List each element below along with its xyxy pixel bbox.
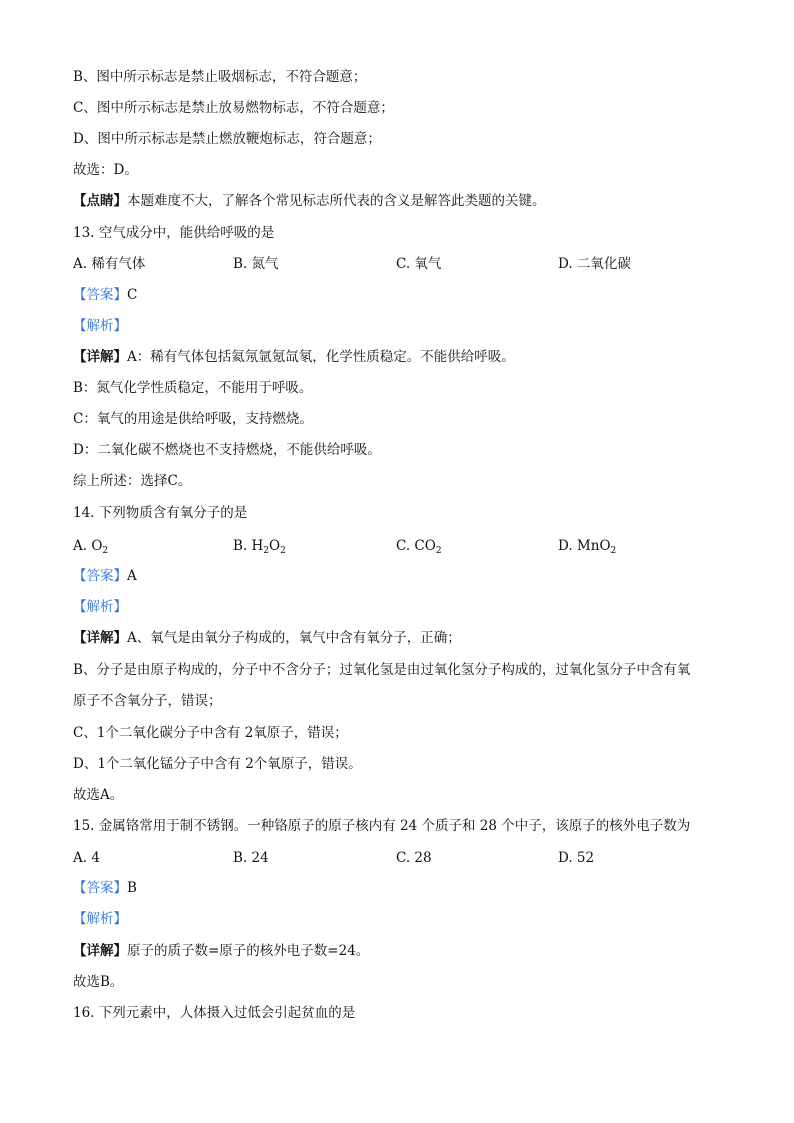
question-16-stem: 16. 下列元素中，人体摄入过低会引起贫血的是 <box>73 1005 356 1021</box>
q15-option-a: A. 4 <box>73 850 100 866</box>
q13-option-b: B. 氮气 <box>233 256 279 272</box>
q13-detail-line: C：氧气的用途是供给呼吸，支持燃烧。 <box>73 411 313 427</box>
detail-tag: 【详解】 <box>73 943 127 959</box>
conclusion-line: 故选：D。 <box>73 162 138 178</box>
answer-value: A <box>127 568 137 584</box>
q14-detail-line: C、1个二氧化碳分子中含有 2氧原子，错误； <box>73 725 348 741</box>
explanation-line: C、图中所示标志是禁止放易燃物标志，不符合题意； <box>73 100 394 116</box>
q14-detail-line <box>73 629 461 647</box>
detail-text: A：稀有气体包括氦氖氩氪氙氡，化学性质稳定。不能供给呼吸。 <box>127 349 515 365</box>
analysis-tag: 【解析】 <box>73 911 127 927</box>
q13-detail-line: B：氮气化学性质稳定，不能用于呼吸。 <box>73 380 313 396</box>
answer-tag: 【答案】 <box>73 568 127 584</box>
q15-answer-line <box>73 879 137 897</box>
analysis-tag: 【解析】 <box>73 318 127 334</box>
q13-answer-line <box>73 286 137 304</box>
q14-option-b: B. $H_2O_2$ <box>233 538 286 556</box>
detail-tag: 【详解】 <box>73 349 127 365</box>
comment-text: 本题难度不大，了解各个常见标志所代表的含义是解答此类题的关键。 <box>127 193 546 209</box>
answer-tag: 【答案】 <box>73 880 127 896</box>
q15-option-c: C. 28 <box>396 850 432 866</box>
analysis-tag: 【解析】 <box>73 599 127 615</box>
question-14-stem: 14. 下列物质含有氧分子的是 <box>73 505 248 521</box>
q14-option-a: A. $O_2$ <box>73 538 109 556</box>
q15-conclusion: 故选B。 <box>73 974 124 990</box>
answer-value: C <box>127 287 138 303</box>
q13-option-c: C. 氧气 <box>396 256 442 272</box>
detail-tag: 【详解】 <box>73 630 127 646</box>
answer-value: B <box>127 880 137 896</box>
question-13-stem: 13. 空气成分中，能供给呼吸的是 <box>73 225 275 241</box>
question-15-stem: 15. 金属铬常用于制不锈钢。一种铬原子的原子核内有 24 个质子和 28 个中子，该原子的核外电子数为 <box>73 818 691 834</box>
q13-option-d: D. 二氧化碳 <box>558 256 631 272</box>
q14-answer-line <box>73 567 137 585</box>
comment-line <box>73 192 546 210</box>
q14-option-d: D. MnO$_2$ <box>558 538 617 556</box>
q13-conclusion: 综上所述：选择C。 <box>73 473 192 489</box>
explanation-line: D、图中所示标志是禁止燃放鞭炮标志，符合题意； <box>73 131 381 147</box>
answer-tag: 【答案】 <box>73 287 127 303</box>
q13-detail-line <box>73 348 515 366</box>
comment-tag: 【点睛】 <box>73 193 127 209</box>
q14-detail-line: B、分子是由原子构成的，分子中不含分子；过氧化氢是由过氧化氢分子构成的，过氧化氢分子中含有氧 <box>73 662 691 678</box>
q15-option-b: B. 24 <box>233 850 269 866</box>
q14-conclusion: 故选A。 <box>73 787 124 803</box>
detail-text: 原子的质子数=原子的核外电子数=24。 <box>127 943 370 959</box>
q13-detail-line: D：二氧化碳不燃烧也不支持燃烧，不能供给呼吸。 <box>73 442 381 458</box>
detail-text: A、氧气是由氧分子构成的，氧气中含有氧分子，正确； <box>127 630 461 646</box>
q14-detail-line: 原子不含氧分子，错误； <box>73 693 222 709</box>
q14-detail-line: D、1个二氧化锰分子中含有 2个氧原子，错误。 <box>73 756 362 772</box>
q14-option-c: C. $CO_2$ <box>396 538 442 556</box>
q13-option-a: A. 稀有气体 <box>73 256 146 272</box>
q15-option-d: D. 52 <box>558 850 595 866</box>
explanation-line: B、图中所示标志是禁止吸烟标志，不符合题意； <box>73 69 367 85</box>
q15-detail-line <box>73 942 369 960</box>
